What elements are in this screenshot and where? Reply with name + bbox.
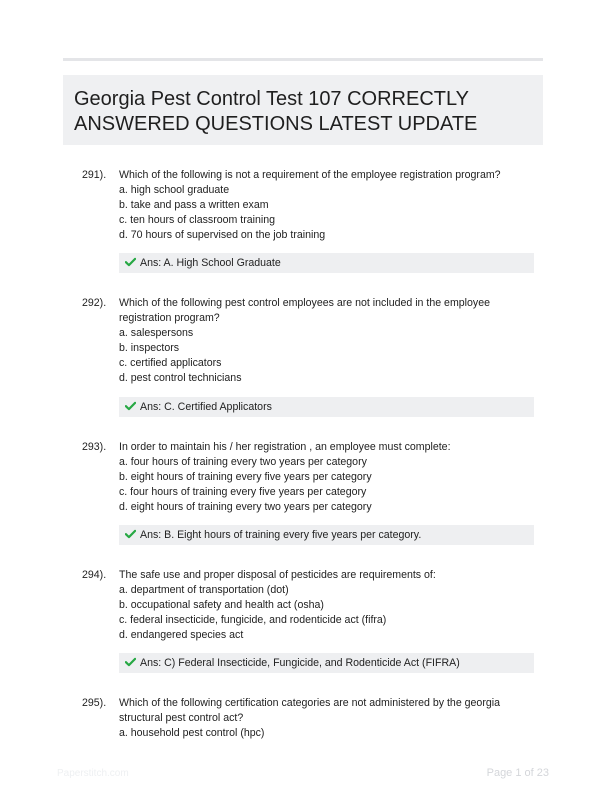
answer-text: Ans: C) Federal Insecticide, Fungicide, and Rodenticide Act (FIFRA) (140, 657, 460, 669)
question-number: 291). (82, 169, 107, 181)
document-title-box (63, 75, 543, 145)
check-icon (125, 401, 136, 411)
question-number: 294). (82, 569, 107, 581)
answer-text: Ans: B. Eight hours of training every five years per category. (140, 529, 422, 541)
option-item: a. household pest control (hpc) (119, 727, 265, 739)
page-number: Page 1 of 23 (486, 767, 549, 779)
answer-box (119, 397, 534, 417)
option-item: c. federal insecticide, fungicide, and rodenticide act (fifra) (119, 614, 387, 626)
answer-box (119, 525, 534, 545)
question-text: Which of the following is not a requirement of the employee registration program? (119, 169, 501, 181)
question-body (119, 440, 539, 515)
option-item: c. ten hours of classroom training (119, 214, 276, 226)
option-item: a. four hours of training every two years per category (119, 456, 367, 468)
check-icon (125, 257, 136, 267)
option-item: d. 70 hours of supervised on the job training (119, 229, 326, 241)
option-list (119, 326, 539, 386)
question-body (119, 696, 539, 741)
option-item: a. department of transportation (dot) (119, 584, 289, 596)
question-number: 295). (82, 697, 107, 709)
header-divider (63, 58, 543, 61)
question-text: Which of the following pest control employees are not included in the employee registration program? (119, 297, 490, 324)
option-item: c. certified applicators (119, 357, 222, 369)
option-item: d. endangered species act (119, 629, 244, 641)
option-item: a. salespersons (119, 327, 194, 339)
question-number: 292). (82, 297, 107, 309)
check-icon (125, 657, 136, 667)
option-list (119, 183, 539, 243)
footer-watermark: Paperstitch.com (57, 768, 129, 779)
question-number: 293). (82, 441, 107, 453)
check-icon (125, 529, 136, 539)
question-body (119, 568, 539, 643)
option-item: c. four hours of training every five years per category (119, 486, 367, 498)
option-item: b. take and pass a written exam (119, 199, 269, 211)
option-list (119, 455, 539, 515)
answer-box (119, 653, 534, 673)
answer-text: Ans: C. Certified Applicators (140, 401, 272, 413)
question-text: Which of the following certification categories are not administered by the georgia structural pest control act? (119, 697, 500, 724)
option-item: a. high school graduate (119, 184, 230, 196)
option-item: d. pest control technicians (119, 372, 242, 384)
option-list (119, 726, 539, 741)
option-item: b. eight hours of training every five years per category (119, 471, 372, 483)
option-item: d. eight hours of training every two years per category (119, 501, 372, 513)
question-body (119, 168, 539, 243)
option-list (119, 583, 539, 643)
option-item: b. inspectors (119, 342, 180, 354)
question-text: In order to maintain his / her registration , an employee must complete: (119, 441, 451, 453)
option-item: b. occupational safety and health act (osha) (119, 599, 324, 611)
answer-box (119, 253, 534, 273)
question-body (119, 296, 539, 386)
question-text: The safe use and proper disposal of pesticides are requirements of: (119, 569, 436, 581)
document-title: Georgia Pest Control Test 107 CORRECTLY ANSWERED QUESTIONS LATEST UPDATE (74, 88, 478, 135)
answer-text: Ans: A. High School Graduate (140, 257, 281, 269)
